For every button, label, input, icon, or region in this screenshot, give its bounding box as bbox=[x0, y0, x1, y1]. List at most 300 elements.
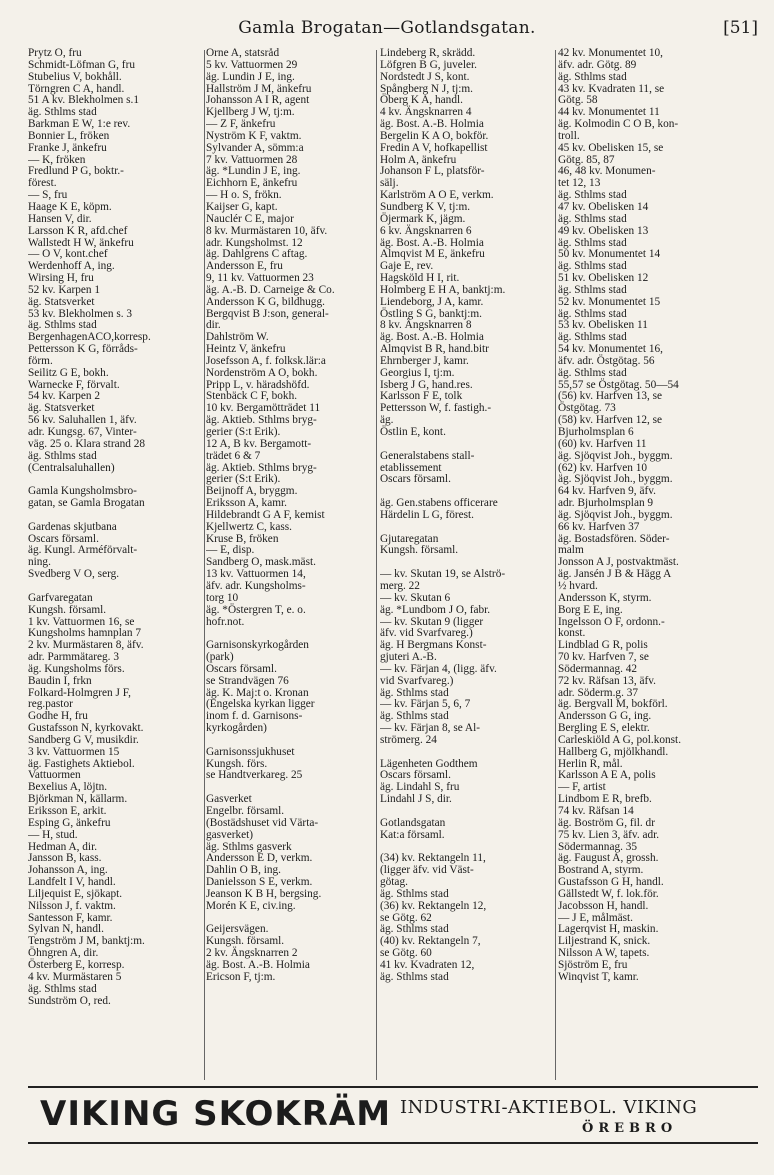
directory-entry: Isberg J G, hand.res. bbox=[380, 378, 473, 391]
directory-entry: äg. Kungsholms förs. bbox=[28, 662, 125, 675]
directory-entry: 7 kv. Vattuormen 28 bbox=[206, 153, 298, 166]
directory-entry: Esping G, änkefru bbox=[28, 816, 111, 829]
directory-entry: 64 kv. Harfven 9, äfv. bbox=[558, 485, 656, 498]
directory-entry bbox=[206, 735, 374, 747]
directory-entry: 8 kv. Murmästaren 10, äfv. bbox=[206, 224, 328, 237]
directory-entry: Karlström A O E, verkm. bbox=[380, 189, 494, 202]
directory-entry: Götg. 58 bbox=[558, 94, 598, 107]
directory-entry: Gardenas skjutbana bbox=[28, 520, 117, 533]
directory-entry: inom f. d. Garnisons- bbox=[206, 710, 303, 723]
directory-entry: Kungsh. förs. bbox=[206, 757, 268, 770]
directory-entry: Södermannag. 35 bbox=[558, 840, 638, 853]
directory-entry: torg 10 bbox=[206, 591, 239, 604]
directory-entry: 51 A kv. Blekholmen s.1 bbox=[28, 94, 139, 107]
directory-entry: Bergling E S, elektr. bbox=[558, 722, 650, 735]
directory-entry: Borg E E, ing. bbox=[558, 603, 623, 616]
directory-entry: trädet 6 & 7 bbox=[206, 449, 261, 462]
directory-entry: Hansen V, dir. bbox=[28, 212, 92, 225]
directory-entry: (Bostädshuset vid Värta- bbox=[206, 816, 319, 829]
directory-entry: Wallstedt H W, änkefru bbox=[28, 236, 134, 249]
directory-entry: Andersson G G, ing. bbox=[558, 710, 652, 723]
directory-entry: 9, 11 kv. Vattuormen 23 bbox=[206, 272, 314, 285]
directory-entry: 72 kv. Räfsan 13, äfv. bbox=[558, 674, 656, 687]
directory-entry: Jeanson K B H, bergsing. bbox=[206, 887, 322, 900]
directory-entry: Almqvist M E, änkefru bbox=[380, 248, 485, 261]
directory-entry: konst. bbox=[558, 627, 586, 640]
directory-entry: Jacobsson H, handl. bbox=[558, 899, 649, 912]
directory-entry: Andersson E, fru bbox=[206, 260, 283, 273]
directory-entry: Kungsh. församl. bbox=[380, 544, 459, 557]
directory-entry: äg. K. Maj:t o. Kronan bbox=[206, 686, 309, 699]
directory-entry: Georgius I, tj:m. bbox=[380, 366, 455, 379]
directory-entry: äg. Statsverket bbox=[28, 402, 95, 415]
directory-columns bbox=[28, 48, 758, 1080]
directory-entry: 52 kv. Monumentet 15 bbox=[558, 295, 661, 308]
directory-entry: äg. Sthlms stad bbox=[558, 307, 627, 320]
directory-entry: (park) bbox=[206, 651, 234, 664]
directory-entry: Kaijser G, kapt. bbox=[206, 200, 278, 213]
directory-entry: — H o. S, frökn. bbox=[206, 189, 282, 202]
directory-entry: Hagsköld H I, rit. bbox=[380, 272, 460, 285]
directory-entry: äg. Sthlms stad bbox=[558, 70, 627, 83]
directory-entry: äg. Aktieb. Sthlms bryg- bbox=[206, 461, 317, 474]
directory-entry: — H, stud. bbox=[28, 828, 78, 841]
directory-entry: 47 kv. Obelisken 14 bbox=[558, 200, 649, 213]
directory-entry: äg. Sjöqvist Joh., byggm. bbox=[558, 508, 673, 521]
directory-entry: (40) kv. Rektangeln 7, bbox=[380, 935, 481, 948]
directory-entry: 52 kv. Karpen 1 bbox=[28, 283, 101, 296]
directory-entry: 12 A, B kv. Bergamott- bbox=[206, 437, 312, 450]
directory-entry: äg. Sthlms stad bbox=[380, 970, 449, 983]
directory-entry: kyrkogården) bbox=[206, 722, 267, 735]
directory-entry: Folkard-Holmgren J F, bbox=[28, 686, 131, 699]
directory-entry: gatan, se Gamla Brogatan bbox=[28, 497, 145, 510]
directory-entry: 53 kv. Blekholmen s. 3 bbox=[28, 307, 133, 320]
directory-entry: Öhngren A, dir. bbox=[28, 947, 99, 960]
directory-entry: äg. Sthlms stad bbox=[558, 366, 627, 379]
directory-entry: äg. *Östergren T, e. o. bbox=[206, 603, 306, 616]
directory-entry: Stubelius V, bokhåll. bbox=[28, 70, 122, 83]
directory-entry: 2 kv. Ängsknarren 2 bbox=[206, 947, 298, 960]
directory-entry: Östlin E, kont. bbox=[380, 426, 446, 438]
page-title: Gamla Brogatan—Gotlandsgatan. bbox=[238, 18, 536, 38]
directory-entry: äfv. vid Svarfvareg.) bbox=[380, 627, 473, 640]
directory-entry: se Strandvägen 76 bbox=[206, 674, 289, 687]
directory-entry: Östgötag. 73 bbox=[558, 402, 616, 415]
directory-entry: Öjermark K, jägm. bbox=[380, 212, 466, 225]
directory-entry: äg. Sjöqvist Joh., byggm. bbox=[558, 473, 673, 486]
directory-entry: 1 kv. Vattuormen 16, se bbox=[28, 615, 135, 628]
directory-entry: Östling S G, banktj:m. bbox=[380, 307, 482, 320]
directory-entry: äg. Bost. A.-B. Holmia bbox=[380, 118, 484, 131]
directory-entry: äg. *Lundin J E, ing. bbox=[206, 165, 301, 178]
directory-entry: — S, fru bbox=[28, 189, 68, 202]
directory-entry: Garfvaregatan bbox=[28, 591, 93, 604]
directory-entry: Gamla Kungsholmsbro- bbox=[28, 485, 137, 498]
directory-entry: Fredlund P G, boktr.- bbox=[28, 165, 124, 178]
directory-entry: Jansson B, kass. bbox=[28, 852, 102, 865]
directory-entry: 49 kv. Obelisken 13 bbox=[558, 224, 649, 237]
directory-entry: Kungsholms hamnplan 7 bbox=[28, 627, 141, 640]
directory-entry: äg. Jansén J B & Hägg A bbox=[558, 568, 672, 581]
directory-entry: äg. Sthlms stad bbox=[380, 686, 449, 699]
directory-entry: Lindbom E R, brefb. bbox=[558, 793, 652, 806]
directory-entry: sälj. bbox=[380, 177, 399, 190]
directory-entry: — kv. Färjan 5, 6, 7 bbox=[380, 698, 471, 711]
directory-entry: gerier (S:t Erik). bbox=[206, 473, 281, 486]
directory-entry: Gjutaregatan bbox=[380, 532, 439, 545]
directory-entry: Nordstedt J S, kont. bbox=[380, 70, 470, 83]
directory-entry: äg. Bergvall M, bokförl. bbox=[558, 698, 668, 711]
directory-entry: Örne A, statsråd bbox=[206, 48, 280, 59]
directory-entry: hofr.not. bbox=[206, 615, 245, 628]
directory-entry: reg.pastor bbox=[28, 698, 73, 711]
directory-entry: Godhe H, fru bbox=[28, 710, 88, 723]
directory-entry: Nyström K F, vaktm. bbox=[206, 129, 302, 142]
directory-entry: Santesson F, kamr. bbox=[28, 911, 113, 924]
directory-entry: äg. Kolmodin C O B, kon- bbox=[558, 118, 679, 131]
directory-entry: äg. Gen.stabens officerare bbox=[380, 497, 498, 510]
directory-entry: Holm A, änkefru bbox=[380, 153, 457, 166]
directory-entry: — F, artist bbox=[558, 781, 606, 794]
directory-entry: Schmidt-Löfman G, fru bbox=[28, 58, 135, 71]
directory-entry: Kat:a församl. bbox=[380, 828, 445, 841]
directory-entry: — kv. Färjan 8, se Al- bbox=[380, 722, 480, 735]
directory-entry: äg. Faugust A, grossh. bbox=[558, 852, 659, 865]
directory-entry: Södermannag. 42 bbox=[558, 662, 638, 675]
directory-entry: äg. Kungl. Arméförvalt- bbox=[28, 544, 138, 557]
directory-entry: Bonnier L, fröken bbox=[28, 129, 110, 142]
directory-entry: äg. Bost. A.-B. Holmia bbox=[380, 331, 484, 344]
directory-entry: Andersson K G, bildhugg. bbox=[206, 295, 325, 308]
directory-entry: Kungsh. församl. bbox=[206, 935, 285, 948]
directory-entry: Franke J, änkefru bbox=[28, 141, 107, 154]
directory-entry: se Götg. 60 bbox=[380, 947, 432, 960]
directory-entry: Gustafsson N, kyrkovakt. bbox=[28, 722, 144, 735]
directory-entry: Bergqvist B J:son, general- bbox=[206, 307, 329, 320]
directory-entry: Karlsson F E, tolk bbox=[380, 390, 463, 403]
directory-entry: Haage K E, köpm. bbox=[28, 200, 112, 213]
directory-entry: Prytz O, fru bbox=[28, 48, 82, 59]
directory-entry: — J E, målmäst. bbox=[558, 911, 633, 924]
directory-entry: Gaje E, rev. bbox=[380, 260, 434, 273]
directory-entry: (Centralsaluhallen) bbox=[28, 461, 115, 474]
directory-entry: Morén K E, civ.ing. bbox=[206, 899, 296, 912]
directory-entry: Karlsson A E A, polis bbox=[558, 769, 656, 782]
directory-entry: 54 kv. Karpen 2 bbox=[28, 390, 101, 403]
directory-entry: äg. Sthlms stad bbox=[558, 212, 627, 225]
column-divider bbox=[555, 50, 556, 1080]
column-2 bbox=[206, 48, 374, 1080]
directory-entry: Jonsson A J, postvaktmäst. bbox=[558, 556, 679, 569]
directory-entry: Liljestrand K, snick. bbox=[558, 935, 651, 948]
directory-entry: götag. bbox=[380, 876, 408, 889]
directory-entry: Eichhorn E, änkefru bbox=[206, 177, 298, 190]
page-number: [51] bbox=[723, 18, 758, 38]
directory-entry: adr. Kungsholmst. 12 bbox=[206, 236, 303, 249]
directory-entry bbox=[380, 747, 552, 759]
directory-entry: Österberg E, korresp. bbox=[28, 958, 125, 971]
directory-entry: Kruse B, fröken bbox=[206, 532, 279, 545]
directory-entry: adr. Söderm.g. 37 bbox=[558, 686, 639, 699]
directory-entry: äg. Lundin J E, ing. bbox=[206, 70, 295, 83]
directory-entry: Josefsson A, f. folksk.lär:a bbox=[206, 354, 326, 367]
directory-entry: Almqvist B R, hand.bitr bbox=[380, 343, 489, 356]
directory-entry: 6 kv. Ängsknarren 6 bbox=[380, 224, 472, 237]
directory-entry: Gasverket bbox=[206, 793, 252, 806]
directory-entry: Götg. 85, 87 bbox=[558, 153, 615, 166]
directory-entry: äg. *Lundbom J O, fabr. bbox=[380, 603, 491, 616]
directory-entry: Baudin I, frkn bbox=[28, 674, 92, 687]
directory-entry: Pettersson K G, förråds- bbox=[28, 343, 138, 356]
directory-entry: merg. 22 bbox=[380, 579, 420, 592]
directory-entry: Öberg K A, handl. bbox=[380, 94, 463, 107]
directory-entry: äfv. adr. Östgötag. 56 bbox=[558, 354, 655, 367]
directory-entry: väg. 25 o. Klara strand 28 bbox=[28, 437, 146, 450]
directory-entry: — E, disp. bbox=[206, 544, 255, 557]
directory-entry: Lagerqvist H, maskin. bbox=[558, 923, 659, 936]
directory-entry: 51 kv. Obelisken 12 bbox=[558, 272, 649, 285]
directory-entry: Ingelsson O F, ordonn.- bbox=[558, 615, 665, 628]
directory-entry: 75 kv. Lien 3, äfv. adr. bbox=[558, 828, 660, 841]
directory-entry: 41 kv. Kvadraten 12, bbox=[380, 958, 475, 971]
directory-entry: 50 kv. Monumentet 14 bbox=[558, 248, 661, 261]
directory-entry: Sundström O, red. bbox=[28, 994, 111, 1007]
directory-entry: se Handtverkareg. 25 bbox=[206, 769, 303, 782]
directory-entry: Bostrand A, styrm. bbox=[558, 864, 644, 877]
directory-entry: (58) kv. Harfven 12, se bbox=[558, 414, 663, 427]
directory-entry: 53 kv. Obelisken 11 bbox=[558, 319, 648, 332]
directory-entry: Nilsson J, f. vaktm. bbox=[28, 899, 116, 912]
directory-entry: 74 kv. Räfsan 14 bbox=[558, 805, 634, 817]
directory-entry: Sandberg O, mask.mäst. bbox=[206, 556, 316, 569]
directory-entry: Liendeborg, J A, kamr. bbox=[380, 295, 484, 308]
directory-entry: tet 12, 13 bbox=[558, 177, 601, 190]
column-4 bbox=[558, 48, 758, 1080]
directory-entry: äg. bbox=[380, 414, 394, 427]
directory-entry: Hallström J M, änkefru bbox=[206, 82, 312, 95]
directory-entry: 13 kv. Vattuormen 14, bbox=[206, 568, 306, 581]
directory-entry: Garnisonssjukhuset bbox=[206, 745, 295, 758]
advert-city: ÖREBRO bbox=[582, 1121, 678, 1136]
directory-entry: (Engelska kyrkan ligger bbox=[206, 698, 315, 711]
directory-entry: Fredin A V, hofkapellist bbox=[380, 141, 488, 154]
directory-entry: dir. bbox=[206, 319, 221, 332]
directory-entry: Eriksson E, arkit. bbox=[28, 805, 107, 817]
directory-entry: Seilitz G E, bokh. bbox=[28, 366, 109, 379]
directory-entry: (36) kv. Rektangeln 12, bbox=[380, 899, 487, 912]
directory-entry: Werdenhoff A, ing. bbox=[28, 260, 115, 273]
directory-entry: (ligger äfv. vid Väst- bbox=[380, 864, 474, 877]
directory-entry: äg. Sjöqvist Joh., byggm. bbox=[558, 449, 673, 462]
directory-entry: förest. bbox=[28, 177, 57, 190]
directory-entry: Lägenheten Godthem bbox=[380, 757, 478, 770]
directory-entry: äg. Statsverket bbox=[28, 295, 95, 308]
directory-entry: Nilsson A W, tapets. bbox=[558, 947, 650, 960]
directory-entry: 55,57 se Östgötag. 50—54 bbox=[558, 378, 679, 391]
directory-entry: Lindeberg R, skrädd. bbox=[380, 48, 476, 59]
directory-entry: 10 kv. Bergamötträdet 11 bbox=[206, 402, 321, 415]
directory-entry: Carleskiöld A G, pol.konst. bbox=[558, 733, 682, 746]
directory-entry: äg. Sthlms stad bbox=[28, 319, 97, 332]
directory-entry: Härdelin L G, förest. bbox=[380, 508, 475, 521]
directory-entry: Ehrnberger J, kamr. bbox=[380, 354, 469, 367]
directory-entry: (60) kv. Harfven 11 bbox=[558, 437, 647, 450]
directory-entry: 8 kv. Ängsknarren 8 bbox=[380, 319, 472, 332]
directory-entry: troll. bbox=[558, 129, 580, 142]
directory-entry: Andersson E D, verkm. bbox=[206, 852, 313, 865]
directory-entry: Oscars församl. bbox=[380, 769, 451, 782]
directory-entry: Eriksson A, kamr. bbox=[206, 497, 287, 510]
column-3 bbox=[380, 48, 552, 1080]
directory-entry: Kjellberg J W, tj:m. bbox=[206, 106, 295, 119]
directory-entry: Svedberg V O, serg. bbox=[28, 568, 120, 581]
directory-entry: gasverket) bbox=[206, 828, 254, 841]
directory-entry: äg. Sthlms stad bbox=[380, 887, 449, 900]
directory-entry: Dahlström W. bbox=[206, 331, 269, 344]
directory-entry: gerier (S:t Erik). bbox=[206, 426, 281, 438]
directory-entry: Liljequist E, sjökapt. bbox=[28, 887, 123, 900]
directory-entry: äfv. adr. Kungsholms- bbox=[206, 579, 306, 592]
directory-entry: Johansson A I R, agent bbox=[206, 94, 310, 107]
directory-entry: Oscars församl. bbox=[380, 473, 451, 486]
directory-entry: adr. Kungsg. 67, Vinter- bbox=[28, 426, 137, 438]
directory-entry: Lindblad G R, polis bbox=[558, 639, 648, 652]
directory-entry: BergenhagenACO,korresp. bbox=[28, 331, 151, 344]
directory-entry: äfv. adr. Götg. 89 bbox=[558, 58, 637, 71]
directory-entry: strömerg. 24 bbox=[380, 733, 437, 746]
directory-entry: Hildebrandt G A F, kemist bbox=[206, 508, 325, 521]
directory-entry: äg. Boström G, fil. dr bbox=[558, 816, 655, 829]
directory-entry: se Götg. 62 bbox=[380, 911, 432, 924]
column-divider bbox=[376, 50, 377, 1080]
directory-entry: Generalstabens stall- bbox=[380, 449, 475, 462]
directory-entry: Danielsson S E, verkm. bbox=[206, 876, 313, 889]
directory-entry: äg. Bostadsfören. Söder- bbox=[558, 532, 670, 545]
directory-entry: äg. Sthlms stad bbox=[558, 283, 627, 296]
directory-entry: Gustafsson G H, handl. bbox=[558, 876, 664, 889]
directory-entry: Tengström J M, banktj:m. bbox=[28, 935, 145, 948]
directory-entry: äg. Lindahl S, fru bbox=[380, 781, 460, 794]
directory-entry: Garnisonskyrkogården bbox=[206, 639, 309, 652]
directory-entry: Spångberg N J, tj:m. bbox=[380, 82, 473, 95]
directory-entry: äg. Aktieb. Sthlms bryg- bbox=[206, 414, 317, 427]
directory-entry: 44 kv. Monumentet 11 bbox=[558, 106, 660, 119]
advert-brand: VIKING SKOKRÄM bbox=[40, 1094, 392, 1134]
directory-entry: 66 kv. Harfven 37 bbox=[558, 520, 640, 533]
directory-entry: Vattuormen bbox=[28, 769, 81, 782]
directory-entry: Larsson K R, afd.chef bbox=[28, 224, 128, 237]
directory-entry: adr. Bjurholmsplan 9 bbox=[558, 497, 654, 510]
directory-entry: Holmberg E H A, banktj:m. bbox=[380, 283, 506, 296]
column-1 bbox=[28, 48, 204, 1080]
directory-entry bbox=[380, 522, 552, 534]
directory-entry: Geijersvägen. bbox=[206, 923, 269, 936]
directory-entry: — kv. Skutan 6 bbox=[380, 591, 451, 604]
directory-entry: 4 kv. Ängsknarren 4 bbox=[380, 106, 472, 119]
directory-entry: Engelbr. församl. bbox=[206, 805, 285, 817]
directory-entry: Gotlandsgatan bbox=[380, 816, 446, 829]
directory-entry: 54 kv. Monumentet 16, bbox=[558, 343, 664, 356]
directory-entry: Bexelius A, löjtn. bbox=[28, 781, 108, 794]
directory-entry: Gällstedt W, f. lok.för. bbox=[558, 887, 659, 900]
directory-entry: Oscars församl. bbox=[206, 662, 277, 675]
directory-entry: Barkman E W, 1:e rev. bbox=[28, 118, 131, 131]
directory-entry: etablissement bbox=[380, 461, 442, 474]
directory-entry: äg. Sthlms stad bbox=[380, 923, 449, 936]
directory-entry: vid Svarfvareg.) bbox=[380, 674, 454, 687]
directory-entry: äg. Sthlms stad bbox=[558, 260, 627, 273]
directory-entry: Björkman N, källarm. bbox=[28, 793, 128, 806]
directory-entry: 45 kv. Obelisken 15, se bbox=[558, 141, 664, 154]
directory-entry: äg. A.-B. D. Carneige & Co. bbox=[206, 283, 335, 296]
directory-entry: 2 kv. Murmästaren 8, äfv. bbox=[28, 639, 144, 652]
directory-entry: (34) kv. Rektangeln 11, bbox=[380, 852, 486, 865]
directory-entry: äg. Sthlms stad bbox=[558, 189, 627, 202]
directory-entry: 46, 48 kv. Monumen- bbox=[558, 165, 656, 178]
directory-entry: 43 kv. Kvadraten 11, se bbox=[558, 82, 665, 95]
directory-entry: Nordenström A O, bokh. bbox=[206, 366, 318, 379]
directory-entry: Törngren C A, handl. bbox=[28, 82, 125, 95]
directory-entry: Wirsing H, fru bbox=[28, 272, 94, 285]
directory-entry: — kv. Skutan 19, se Alströ- bbox=[380, 568, 506, 581]
column-divider bbox=[204, 50, 205, 1080]
directory-entry: förm. bbox=[28, 354, 53, 367]
directory-entry: 56 kv. Saluhallen 1, äfv. bbox=[28, 414, 137, 427]
directory-entry: Sylvan N, handl. bbox=[28, 923, 104, 936]
directory-entry: 3 kv. Vattuormen 15 bbox=[28, 745, 120, 758]
directory-entry: gjuteri A.-B. bbox=[380, 651, 437, 664]
directory-entry: äg. Sthlms gasverk bbox=[206, 840, 292, 853]
directory-entry: Bergelin K A O, bokför. bbox=[380, 129, 489, 142]
directory-entry: äg. Fastighets Aktiebol. bbox=[28, 757, 135, 770]
directory-entry: 42 kv. Monumentet 10, bbox=[558, 48, 664, 59]
directory-entry: äg. H Bergmans Konst- bbox=[380, 639, 487, 652]
directory-entry: 4 kv. Murmästaren 5 bbox=[28, 970, 122, 983]
directory-entry: — K, fröken bbox=[28, 153, 86, 166]
directory-entry: Sandberg G V, musikdir. bbox=[28, 733, 139, 746]
directory-entry bbox=[28, 510, 204, 522]
directory-entry: Pripp L, v. häradshöfd. bbox=[206, 378, 310, 391]
directory-entry: Beijnoff A, bryggm. bbox=[206, 485, 298, 498]
directory-entry: Pettersson W, f. fastigh.- bbox=[380, 402, 492, 415]
directory-entry: Kjellwertz C, kass. bbox=[206, 520, 292, 533]
advert-bottom-rule bbox=[28, 1142, 758, 1144]
directory-entry: Löfgren B G, juveler. bbox=[380, 58, 477, 71]
directory-entry: 70 kv. Harfven 7, se bbox=[558, 651, 649, 664]
directory-entry: äg. Bost. A.-B. Holmia bbox=[206, 958, 310, 971]
directory-entry: Kungsh. församl. bbox=[28, 603, 107, 616]
directory-entry: Hedman A, dir. bbox=[28, 840, 98, 853]
directory-entry: Herlin R, mål. bbox=[558, 757, 623, 770]
directory-entry: — kv. Skutan 9 (ligger bbox=[380, 615, 484, 628]
directory-entry: äg. Sthlms stad bbox=[380, 710, 449, 723]
directory-entry: äg. Sthlms stad bbox=[558, 236, 627, 249]
directory-entry: Warnecke F, förvalt. bbox=[28, 378, 120, 391]
directory-entry: Johanson F L, platsför- bbox=[380, 165, 485, 178]
directory-entry: Sjöström E, fru bbox=[558, 958, 628, 971]
directory-entry: (62) kv. Harfven 10 bbox=[558, 461, 647, 474]
advert-company: INDUSTRI-AKTIEBOL. VIKING bbox=[400, 1097, 698, 1118]
directory-entry: Bjurholmsplan 6 bbox=[558, 426, 634, 438]
directory-entry: Lindahl J S, dir. bbox=[380, 793, 452, 806]
directory-entry: Johansson A, ing. bbox=[28, 864, 108, 877]
directory-entry: äg. Bost. A.-B. Holmia bbox=[380, 236, 484, 249]
directory-entry: Sylvander A, sömm:a bbox=[206, 141, 304, 154]
directory-entry: — kv. Färjan 4, (ligg. äfv. bbox=[380, 662, 497, 675]
directory-entry: Stenbäck C F, bokh. bbox=[206, 390, 298, 403]
directory-entry: Winqvist T, kamr. bbox=[558, 970, 639, 983]
